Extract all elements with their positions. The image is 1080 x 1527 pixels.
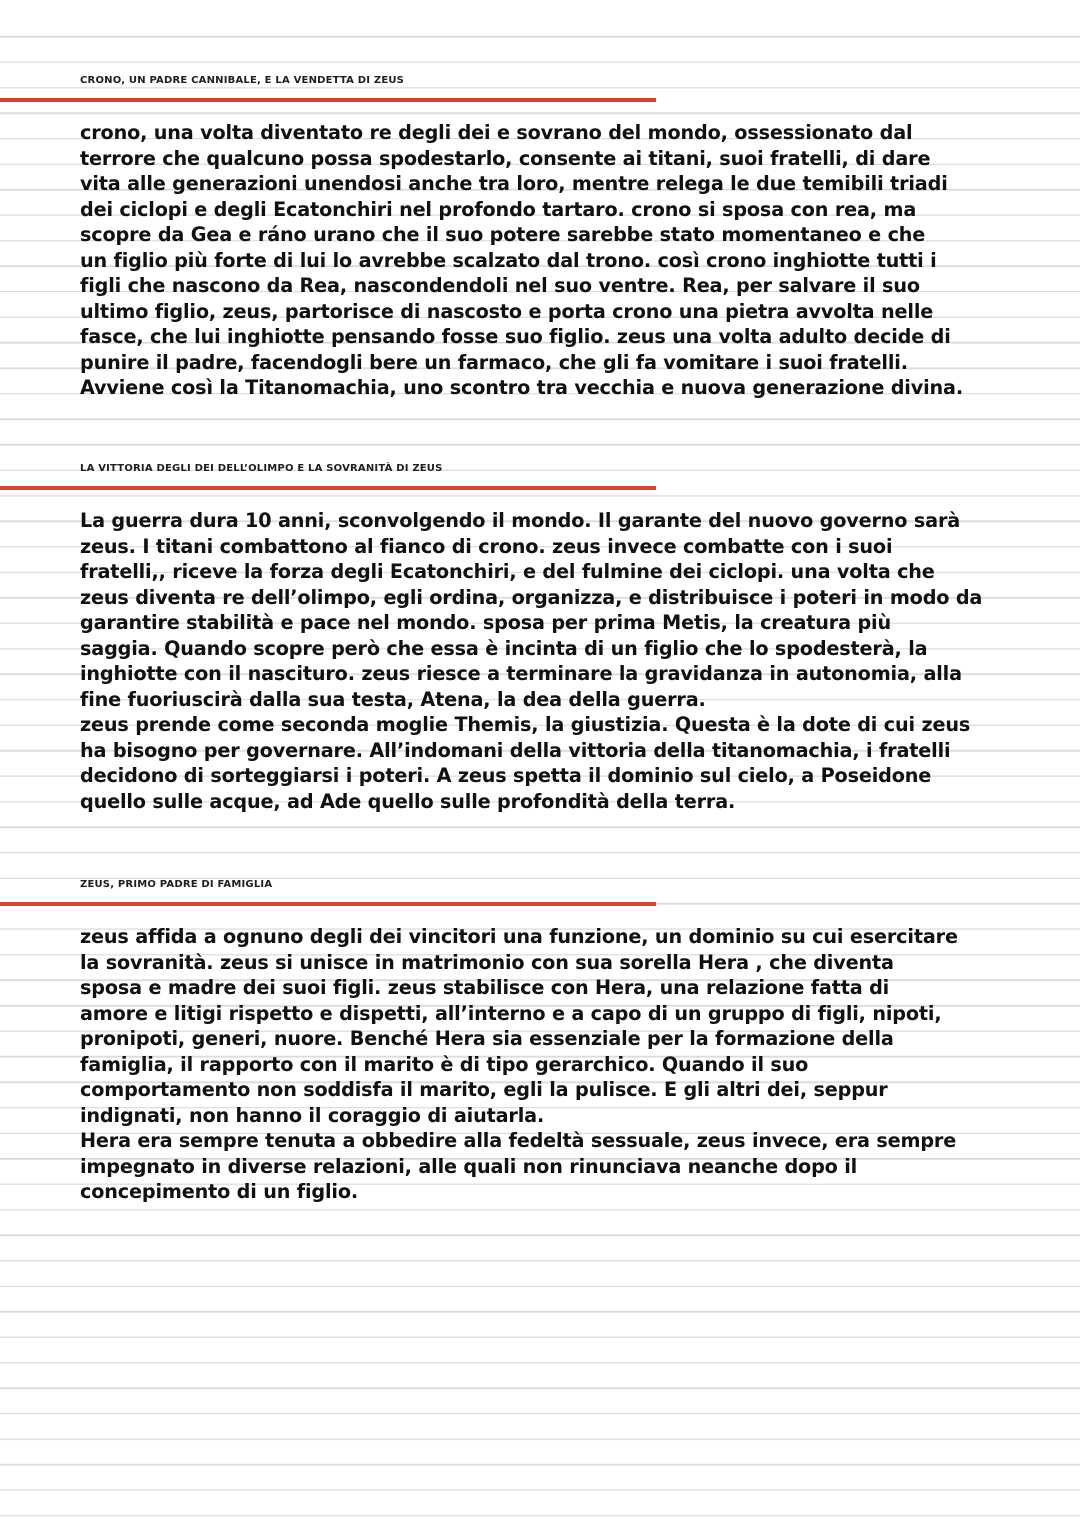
heading-underline xyxy=(0,98,656,102)
text-line: zeus diventa re dell’olimpo, egli ordina, organizza, e distribuisce i poteri in modo da xyxy=(80,585,983,609)
text-line: decidono di sorteggiarsi i poteri. A zeus spetta il dominio sul cielo, a Poseidone xyxy=(80,764,932,787)
heading-underline xyxy=(0,902,656,906)
text-line: zeus prende come seconda moglie Themis, la giustizia. Questa è la dote di cui zeus xyxy=(80,713,971,736)
heading-underline xyxy=(0,486,656,490)
text-line: Avviene così la Titanomachia, uno scontro tra vecchia e nuova generazione divina. xyxy=(80,376,963,399)
text-line: quello sulle acque, ad Ade quello sulle profondità della terra. xyxy=(80,789,736,813)
section-vittoria xyxy=(0,456,1080,814)
text-line: terrore che qualcuno possa spodestarlo, consente ai titani, suoi fratelli, di dare xyxy=(80,146,931,170)
text-line: ultimo figlio, zeus, partorisce di nascosto e porta crono una pietra avvolta nelle xyxy=(80,299,934,323)
text-line: ha bisogno per governare. All’indomani della vittoria della titanomachia, i fratelli xyxy=(80,738,951,762)
text-line: scopre da Gea e ráno urano che il suo potere sarebbe stato momentaneo e che xyxy=(80,223,926,246)
text-line: la sovranità. zeus si unisce in matrimonio con sua sorella Hera , che diventa xyxy=(80,950,894,974)
section-zeus-padre xyxy=(0,872,1080,1205)
text-line: fine fuoriuscirà dalla sua testa, Atena, la dea della guerra. xyxy=(80,687,706,711)
text-line: crono, una volta diventato re degli dei e sovrano del mondo, ossessionato dal xyxy=(80,121,913,144)
text-line: amore e litigi rispetto e dispetti, all’interno e a capo di un gruppo di figli, nipoti, xyxy=(80,1001,942,1025)
text-line: comportamento non soddisfa il marito, egli la pulisce. E gli altri dei, seppur xyxy=(80,1078,888,1101)
text-line: inghiotte con il nascituro. zeus riesce a terminare la gravidanza in autonomia, alla xyxy=(80,662,962,685)
text-line: saggia. Quando scopre però che essa è incinta di un figlio che lo spodesterà, la xyxy=(80,636,928,660)
section-title: ZEUS, PRIMO PADRE DI FAMIGLIA xyxy=(80,879,273,890)
text-line: zeus. I titani combattono al fianco di crono. zeus invece combatte con i suoi xyxy=(80,534,893,558)
text-line: Hera era sempre tenuta a obbedire alla fedeltà sessuale, zeus invece, era sempre xyxy=(80,1129,957,1152)
text-line: pronipoti, generi, nuore. Benché Hera sia essenziale per la formazione della xyxy=(80,1027,894,1050)
text-line: vita alle generazioni unendosi anche tra loro, mentre relega le due temibili triadi xyxy=(80,172,948,195)
text-line: indignati, non hanno il coraggio di aiutarla. xyxy=(80,1103,545,1127)
text-line: fasce, che lui inghiotte pensando fosse suo figlio. zeus una volta adulto decide di xyxy=(80,325,951,348)
text-line: sposa e madre dei suoi figli. zeus stabilisce con Hera, una relazione fatta di xyxy=(80,976,890,999)
text-line: famiglia, il rapporto con il marito è di tipo gerarchico. Quando il suo xyxy=(80,1052,809,1076)
text-line: dei ciclopi e degli Ecatonchiri nel profondo tartaro. crono si sposa con rea, ma xyxy=(80,197,917,221)
text-line: impegnato in diverse relazioni, alle quali non rinunciava neanche dopo il xyxy=(80,1154,858,1178)
text-line: un figlio più forte di lui lo avrebbe scalzato dal trono. così crono inghiotte tutti i xyxy=(80,248,937,272)
section-paragraph xyxy=(0,924,1016,1205)
text-line: garantire stabilità e pace nel mondo. sposa per prima Metis, la creatura più xyxy=(80,611,891,634)
section-title: LA VITTORIA DEGLI DEI DELL’OLIMPO E LA SOVRANITÀ DI ZEUS xyxy=(80,463,443,474)
text-line: fratelli,, riceve la forza degli Ecatonchiri, e del fulmine dei ciclopi. una volta che xyxy=(80,560,935,583)
section-crono xyxy=(0,68,1080,401)
text-line: concepimento di un figlio. xyxy=(80,1180,358,1203)
section-title: CRONO, UN PADRE CANNIBALE, E LA VENDETTA DI ZEUS xyxy=(80,75,405,86)
section-paragraph xyxy=(0,120,1016,401)
section-paragraph xyxy=(0,508,1016,814)
text-line: La guerra dura 10 anni, sconvolgendo il mondo. Il garante del nuovo governo sarà xyxy=(80,509,961,532)
text-line: zeus affida a ognuno degli dei vincitori una funzione, un dominio su cui esercitare xyxy=(80,925,958,948)
text-line: punire il padre, facendogli bere un farmaco, che gli fa vomitare i suoi fratelli. xyxy=(80,350,908,374)
text-line: figli che nascono da Rea, nascondendoli nel suo ventre. Rea, per salvare il suo xyxy=(80,274,920,297)
